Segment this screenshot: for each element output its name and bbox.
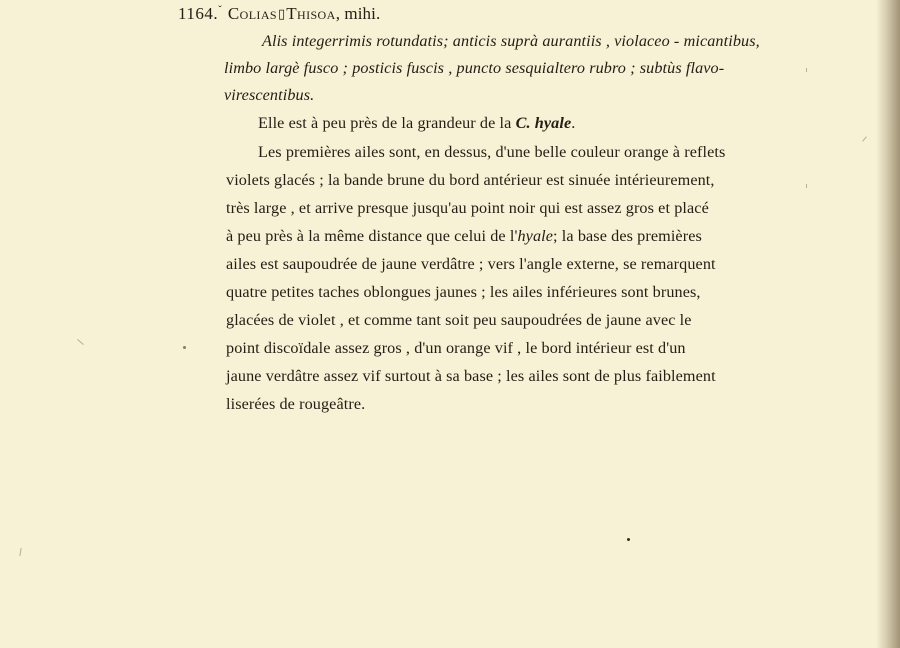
paper-blemish <box>806 68 807 72</box>
separator-mark: ▯ <box>277 6 286 21</box>
paper-blemish <box>19 548 21 556</box>
body-line-1: Les premières ailes sont, en dessus, d'une belle couleur orange à reflets <box>258 143 726 161</box>
body-line-9: jaune verdâtre assez vif surtout à sa base ; les ailes sont de plus faiblement <box>226 367 716 385</box>
body-line-4-start: à peu près à la même distance que celui de l' <box>226 227 518 245</box>
tick-mark: ˇ <box>218 4 222 16</box>
intro-sentence <box>258 114 575 133</box>
ink-speck <box>183 346 186 349</box>
species-name: Thisoa <box>286 4 336 23</box>
author-note: , mihi. <box>335 4 381 23</box>
intro-taxon: C. hyale <box>515 114 572 132</box>
entry-number: 1164. <box>178 4 219 23</box>
entry-header <box>178 4 380 24</box>
diagnosis-line-1: Alis integerrimis rotundatis; anticis suprà aurantiis , violaceo - micantibus, <box>262 32 760 50</box>
diagnosis-line-2: limbo largè fusco ; posticis fuscis , puncto sesquialtero rubro ; subtùs flavo- <box>224 59 725 77</box>
intro-suffix: . <box>571 114 576 132</box>
diagnosis-line-3: virescentibus. <box>224 86 315 104</box>
body-line-10: liserées de rougeâtre. <box>226 395 366 413</box>
body-line-4-end: ; la base des premières <box>553 227 702 245</box>
intro-prefix: Elle est à peu près de la grandeur de la <box>258 114 516 132</box>
body-line-6: quatre petites taches oblongues jaunes ; les ailes inférieures sont brunes, <box>226 283 701 301</box>
body-line-8: point discoïdale assez gros , d'un orange vif , le bord intérieur est d'un <box>226 339 686 357</box>
body-line-7: glacées de violet , et comme tant soit peu saupoudrées de jaune avec le <box>226 311 692 329</box>
genus-name: Colias <box>227 4 277 23</box>
paper-blemish <box>77 339 84 345</box>
body-line-3: très large , et arrive presque jusqu'au point noir qui est assez gros et placé <box>226 199 709 217</box>
body-line-4-taxon: hyale <box>517 227 554 245</box>
body-line-4 <box>226 227 702 246</box>
ink-speck <box>627 538 630 541</box>
body-line-2: violets glacés ; la bande brune du bord antérieur est sinuée intérieurement, <box>226 171 715 189</box>
paper-blemish <box>862 136 867 141</box>
body-line-5: ailes est saupoudrée de jaune verdâtre ; vers l'angle externe, se remarquent <box>226 255 716 273</box>
paper-blemish <box>806 184 807 188</box>
